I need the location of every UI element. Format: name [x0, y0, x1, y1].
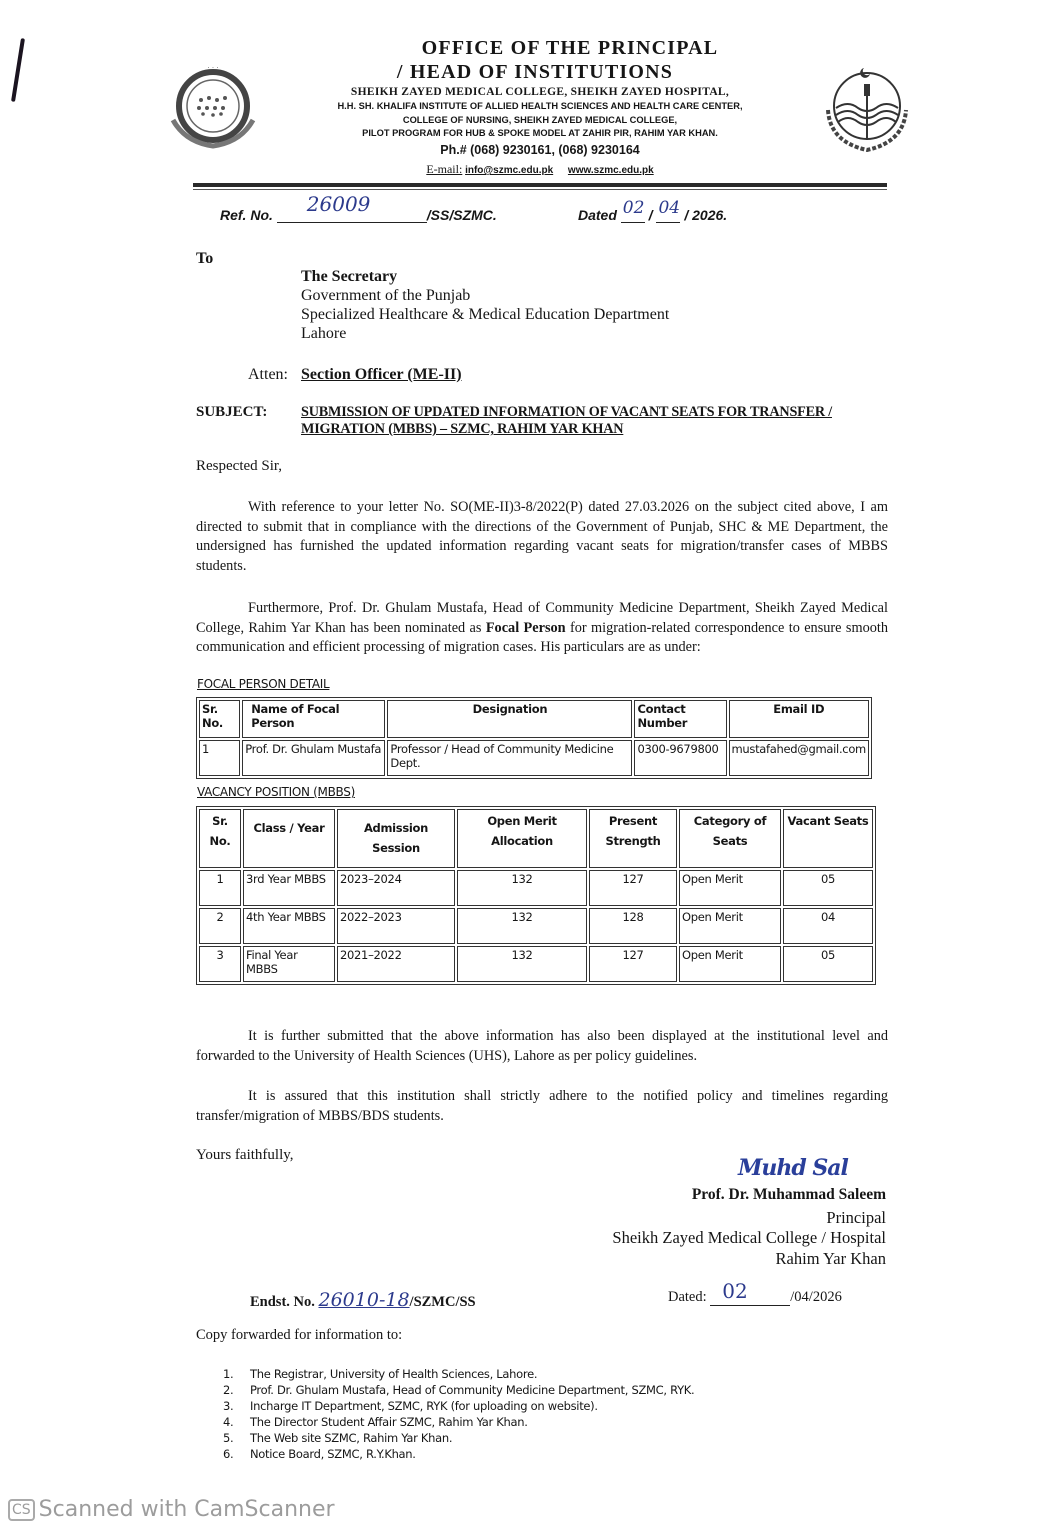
list-item [223, 1414, 694, 1430]
table-header-row [199, 700, 869, 738]
table-row [199, 870, 873, 906]
list-number: 5. [223, 1431, 234, 1445]
list-text: Incharge IT Department, SZMC, RYK (for uploading on website). [250, 1399, 598, 1413]
college-logo [165, 64, 261, 152]
endst-label: Endst. No. [250, 1294, 315, 1310]
ref-label: Ref. No. [220, 207, 273, 223]
watermark-text: Scanned with CamScanner [38, 1497, 335, 1522]
list-text: The Registrar, University of Health Sciences, Lahore. [250, 1367, 538, 1381]
institution-line: H.H. SH. KHALIFA INSTITUTE OF ALLIED HEALTH SCIENCES AND HEALTH CARE CENTER, [337, 101, 743, 111]
table-row [199, 740, 869, 776]
ref-suffix: /SS/SZMC. [426, 207, 497, 223]
table-cell: mustafahed@gmail.com [729, 740, 870, 776]
table-cell: 4th Year MBBS [243, 908, 335, 944]
signatory-org: Sheikh Zayed Medical College / Hospital [612, 1228, 886, 1247]
attention-label: Atten: [248, 366, 288, 383]
table-header-row [199, 809, 873, 868]
table-cell: 2021–2022 [337, 946, 455, 982]
endst-day-field [710, 1279, 790, 1306]
paragraph-text: It is further submitted that the above information has also been displayed at the institutional level and forwarded to the University of Health Sciences (UHS), Lahore as per policy guidelines. [196, 1028, 888, 1064]
paragraph-text: for migration-related correspondence to ensure smooth communication and efficient processing of migration cases. His particulars are as under: [196, 619, 888, 656]
date-year: / 2026. [684, 207, 728, 223]
header-divider [193, 183, 887, 187]
closing: Yours faithfully, [196, 1147, 294, 1163]
dated-label: Dated: [668, 1289, 707, 1305]
table-cell: Final Year MBBS [243, 946, 335, 982]
signatory-title: Principal [826, 1208, 886, 1227]
table-cell: Prof. Dr. Ghulam Mustafa [242, 740, 385, 776]
reference-number [220, 192, 497, 223]
institution-line: SHEIKH ZAYED MEDICAL COLLEGE, SHEIKH ZAYED HOSPITAL, [350, 86, 730, 98]
ref-number-handwritten: 26009 [306, 192, 371, 216]
date-day-field [621, 198, 645, 223]
table-cell: 2022–2023 [337, 908, 455, 944]
list-number: 1. [223, 1367, 234, 1381]
table-cell: 132 [457, 946, 587, 982]
table-cell: 127 [589, 870, 677, 906]
vacancy-position-table [196, 806, 876, 985]
column-header: Vacant Seats [783, 809, 873, 868]
table-cell: 1 [199, 740, 240, 776]
endst-suffix: /SZMC/SS [409, 1294, 476, 1310]
date-day-handwritten: 02 [622, 198, 645, 218]
table-cell: 132 [457, 870, 587, 906]
email-link[interactable]: info@szmc.edu.pk [465, 165, 554, 176]
table-row [199, 908, 873, 944]
svg-text:· · ·: · · · [207, 64, 219, 72]
office-title: OFFICE OF THE PRINCIPAL [421, 37, 719, 59]
table-cell: 128 [589, 908, 677, 944]
subject-label: SUBJECT: [196, 404, 268, 420]
column-header: Sr. No. [199, 809, 241, 868]
camscanner-watermark [8, 1497, 335, 1522]
list-text: Prof. Dr. Ghulam Mustafa, Head of Community Medicine Department, SZMC, RYK. [250, 1383, 695, 1397]
list-number: 4. [223, 1415, 234, 1429]
column-header: Category of Seats [679, 809, 781, 868]
focal-table-title: FOCAL PERSON DETAIL [197, 677, 330, 691]
table-cell: Open Merit [679, 946, 781, 982]
paragraph-text: With reference to your letter No. SO(ME-II)3-8/2022(P) dated 27.03.2026 on the subject cited above, I am directed to submit that in compliance with the directions of the Government of Punjab, SHC & ME Department, the undersigned has furnished the updated information regarding vacant seats for migration/transfer cases of MBBS students. [196, 499, 888, 575]
email-label: E-mail: [426, 162, 463, 176]
table-cell: 3 [199, 946, 241, 982]
recipient-line: Lahore [301, 325, 347, 342]
column-header: Email ID [729, 700, 870, 738]
paragraph-uhs [196, 1027, 888, 1066]
table-cell: Professor / Head of Community Medicine Dept. [387, 740, 632, 776]
list-item [223, 1398, 694, 1414]
list-item [223, 1430, 694, 1446]
ref-number-field [277, 192, 427, 223]
endst-day-handwritten: 02 [722, 1279, 748, 1303]
table-cell: 05 [783, 946, 873, 982]
paragraph-text: It is assured that this institution shall strictly adhere to the notified policy and timelines regarding transfer/migration of MBBS/BDS students. [196, 1088, 888, 1124]
list-item [223, 1382, 694, 1398]
table-row [199, 946, 873, 982]
table-cell: 05 [783, 870, 873, 906]
endorsement-number [250, 1289, 476, 1311]
list-text: The Web site SZMC, Rahim Yar Khan. [250, 1431, 453, 1445]
institution-line: COLLEGE OF NURSING, SHEIKH ZAYED MEDICAL COLLEGE, [402, 115, 678, 125]
list-text: The Director Student Affair SZMC, Rahim Yar Khan. [250, 1415, 528, 1429]
header-divider-thin [193, 189, 887, 190]
endorsement-date [668, 1279, 842, 1306]
table-cell: 127 [589, 946, 677, 982]
institution-line: PILOT PROGRAM FOR HUB & SPOKE MODEL AT ZAHIR PIR, RAHIM YAR KHAN. [362, 128, 718, 138]
list-item [223, 1366, 694, 1382]
contact-line [290, 162, 790, 177]
table-cell: Open Merit [679, 870, 781, 906]
dated-label: Dated [578, 207, 617, 223]
phone-numbers: Ph.# (068) 9230161, (068) 9230164 [440, 143, 640, 157]
table-cell: 04 [783, 908, 873, 944]
list-item [223, 1446, 694, 1462]
website-link[interactable]: www.szmc.edu.pk [567, 165, 654, 176]
recipient-line: Specialized Healthcare & Medical Education Department [301, 306, 670, 323]
endst-number-handwritten: 26010-18 [318, 1289, 410, 1311]
column-header: Name of Focal Person [242, 700, 385, 738]
handwritten-signature: Muhd Sal [738, 1155, 848, 1181]
table-cell: Open Merit [679, 908, 781, 944]
table-cell: 3rd Year MBBS [243, 870, 335, 906]
punjab-government-logo [818, 62, 916, 158]
column-header: Sr. No. [199, 700, 240, 738]
column-header: Present Strength [589, 809, 677, 868]
date-month-handwritten: 04 [658, 198, 681, 218]
column-header: Open Merit Allocation [457, 809, 587, 868]
column-header: Admission Session [337, 809, 455, 868]
column-header: Contact Number [634, 700, 726, 738]
salutation: Respected Sir, [196, 458, 283, 474]
office-subtitle: / HEAD OF INSTITUTIONS [396, 61, 674, 83]
list-text: Notice Board, SZMC, R.Y.Khan. [250, 1447, 416, 1461]
focal-person-emphasis: Focal Person [485, 619, 566, 636]
vacancy-table-title: VACANCY POSITION (MBBS) [197, 785, 355, 799]
list-number: 6. [223, 1447, 234, 1461]
table-cell: 0300-9679800 [634, 740, 726, 776]
stray-pen-mark [11, 38, 25, 102]
column-header: Class / Year [243, 809, 335, 868]
table-cell: 2 [199, 908, 241, 944]
column-header: Designation [387, 700, 632, 738]
focal-person-table [196, 697, 872, 779]
to-label: To [196, 250, 214, 267]
paragraph-focal-person [196, 599, 888, 658]
endst-date-rest: /04/2026 [790, 1289, 842, 1305]
date-month-field [656, 198, 681, 223]
recipient-line: Government of the Punjab [301, 287, 471, 304]
attention-value: Section Officer (ME-II) [301, 366, 462, 383]
table-cell: 1 [199, 870, 241, 906]
paragraph-text: Furthermore, Prof. Dr. Ghulam Mustafa, Head of Community Medicine Department, Sheikh Zayed Medical College, Rahim Yar Khan has been nominated as [196, 600, 888, 636]
table-cell: 2023–2024 [337, 870, 455, 906]
recipient-title: The Secretary [301, 268, 398, 285]
table-cell: 132 [457, 908, 587, 944]
list-number: 3. [223, 1399, 234, 1413]
letter-date: Dated 02 / 04 / 2026. [578, 198, 728, 223]
camscanner-logo-icon: CS [8, 1499, 35, 1521]
list-number: 2. [223, 1383, 234, 1397]
paragraph-reference [196, 498, 888, 577]
copy-recipient-list [223, 1366, 694, 1462]
subject-text: SUBMISSION OF UPDATED INFORMATION OF VACANT SEATS FOR TRANSFER / MIGRATION (MBBS) – SZMC, RAHIM YAR KHAN [301, 404, 832, 437]
copy-forwarded-label: Copy forwarded for information to: [196, 1327, 403, 1343]
paragraph-assurance [196, 1087, 888, 1126]
signatory-name: Prof. Dr. Muhammad Saleem [691, 1186, 886, 1203]
signatory-city: Rahim Yar Khan [775, 1249, 886, 1268]
